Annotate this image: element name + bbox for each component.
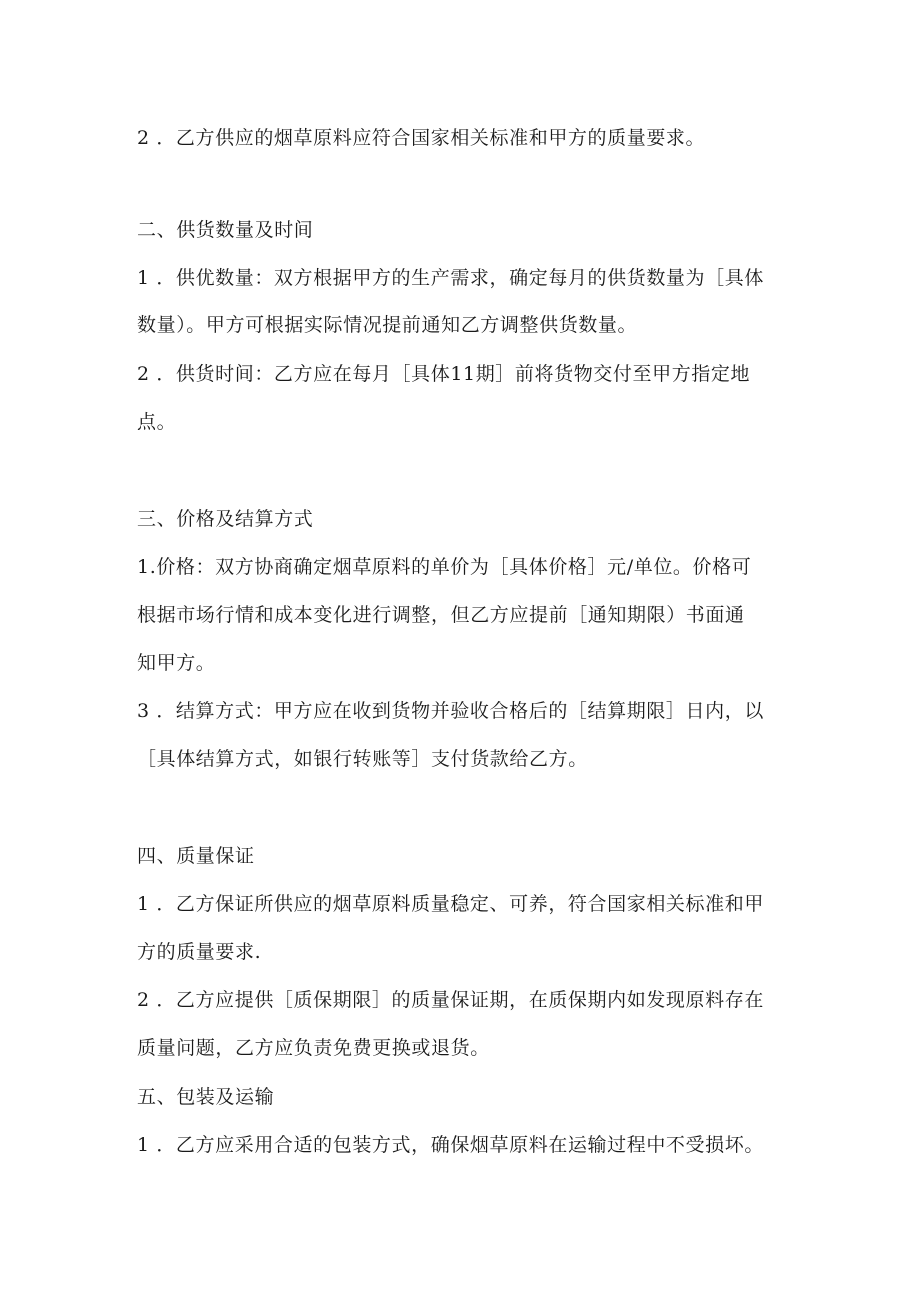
- paragraph-line: ［具体结算方式，如银行转账等］支付货款给乙方。: [137, 748, 588, 770]
- paragraph-line: 1 ．供优数量：双方根据甲方的生产需求，确定每月的供货数量为［具体: [137, 267, 764, 289]
- section-heading: 二、供货数量及时间: [137, 219, 314, 241]
- paragraph-line: 数量）。甲方可根据实际情况提前通知乙方调整供货数量。: [137, 314, 638, 336]
- paragraph-line: 质量问题，乙方应负责免费更换或退货。: [137, 1037, 490, 1059]
- section-heading: 五、包装及运输: [137, 1086, 275, 1108]
- paragraph-line: 1 ．乙方保证所供应的烟草原料质量稳定、可养，符合国家相关标准和甲: [137, 893, 764, 915]
- paragraph-line: 3 ．结算方式：甲方应在收到货物并验收合格后的［结算期限］日内，以: [137, 700, 764, 722]
- paragraph-line: 2 ．供货时间：乙方应在每月［具体11期］前将货物交付至甲方指定地: [137, 363, 751, 385]
- paragraph-line: 2 ．乙方应提供［质保期限］的质量保证期，在质保期内如发现原料存在: [137, 989, 764, 1011]
- paragraph-line: 2 ．乙方供应的烟草原料应符合国家相关标准和甲方的质量要求。: [137, 127, 706, 149]
- paragraph-line: 1.价格：双方协商确定烟草原料的单价为［具体价格］元/单位。价格可: [137, 556, 752, 578]
- paragraph-line: 点。: [137, 411, 177, 433]
- section-heading: 三、价格及结算方式: [137, 508, 314, 530]
- paragraph-line: 1 ．乙方应采用合适的包装方式，确保烟草原料在运输过程中不受损坏。: [137, 1134, 764, 1156]
- paragraph-line: 方的质量要求.: [137, 941, 262, 963]
- paragraph-line: 知甲方。: [137, 652, 216, 674]
- section-heading: 四、质量保证: [137, 845, 255, 867]
- paragraph-line: 根据市场行情和成本变化进行调整，但乙方应提前［通知期限）书面通: [137, 604, 745, 626]
